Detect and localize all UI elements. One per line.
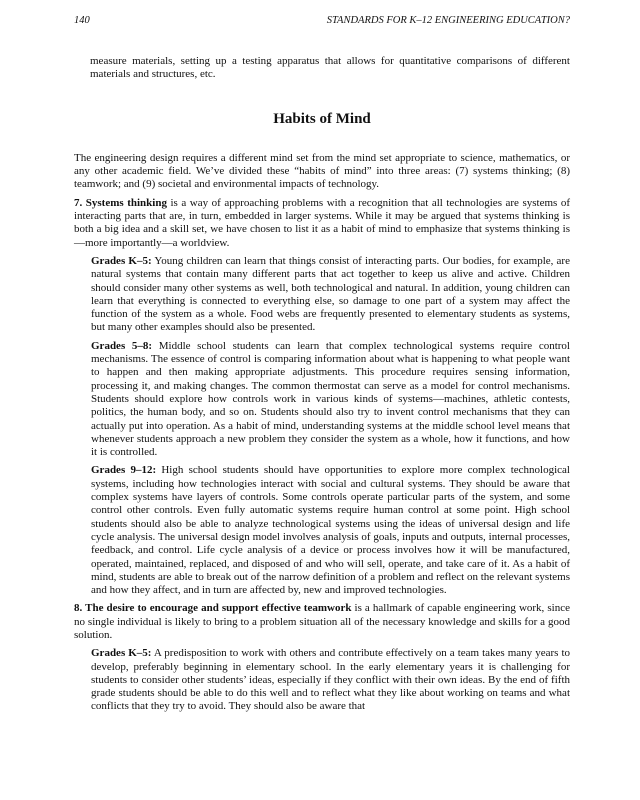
habit-7-paragraph: [74, 197, 570, 250]
previous-section-continuation: measure materials, setting up a testing apparatus that allows for quantitative comparisons of different materials and structures, etc.: [90, 55, 570, 81]
habit-7-text: is a way of approaching problems with a recognition that all technologies are systems of interacting parts that are, in turn, embedded in larger systems. While it may be argued that systems thinking is both a big idea and a skill set, we have chosen to list it as a habit of mind to emphasize that systems thinking is—more importantly—a worldview.: [74, 196, 570, 249]
habit-7-grades-5-8: [74, 340, 570, 460]
habit-7-lead: 7. Systems thinking: [74, 196, 167, 209]
section-intro: The engineering design requires a different mind set from the mind set appropriate to science, mathematics, or any other academic field. We’ve divided these “habits of mind” into three areas: (7) systems thinking; (8) teamwork; and (9) societal and environmental impacts of technology.: [74, 151, 570, 191]
grades-k5-text: Young children can learn that things consist of interacting parts. Our bodies, for example, are natural systems that contain many different parts that act together to keep us alive and active. Children should consider many other systems as well, both technological and natural. In addition, young children can learn that everything is connected to everything else, so damage to one part of a system may affect the function of the system as a whole. Food webs are frequently presented to elementary students as systems, but many other examples should also be presented.: [91, 254, 570, 334]
habit-7-grades-k5: [74, 255, 570, 335]
running-header: [74, 15, 570, 26]
grades-5-8-text: Middle school students can learn that complex technological systems require control mechanisms. The essence of control is comparing information about what is happening to what people want to happen and then making appropriate adjustments. This procedure requires sensing information, processing it, and making changes. The common thermostat can serve as a model for control mechanisms. Students should explore how controls work in various kinds of systems—machines, athletic contests, politics, the human body, and so on. Students should also try to invent control mechanisms that they can actually put into operation. As a habit of mind, understanding systems at the middle school level means that whenever students approach a new problem they consider the system as a whole, how it functions, and how it is controlled.: [91, 339, 570, 459]
habit-8-lead: 8. The desire to encourage and support effective teamwork: [74, 602, 352, 615]
habit-7-grades-9-12: [74, 464, 570, 597]
page-number: 140: [74, 15, 90, 26]
section-title: Habits of Mind: [273, 110, 371, 127]
grades-k5-lead: Grades K–5:: [91, 254, 152, 267]
page-body: [74, 55, 570, 719]
habit-8-paragraph: [74, 602, 570, 642]
running-title: STANDARDS FOR K–12 ENGINEERING EDUCATION?: [326, 15, 570, 26]
habit-8-k5-text: A predisposition to work with others and contribute effectively on a team takes many years to develop, preferably beginning in elementary school. In the early elementary years it is challenging for students to consider other students’ ideas, especially if they conflict with their own ideas. By the end of fifth grade students should be able to do this well and to reflect what they like about working on teams and what conflicts that they try to avoid. They should also be aware that: [91, 647, 571, 713]
habit-8-k5-lead: Grades K–5:: [91, 647, 152, 660]
habit-8-grades-k5: [74, 647, 570, 713]
grades-5-8-lead: Grades 5–8:: [91, 339, 153, 352]
grades-9-12-text: High school students should have opportunities to explore more complex technological systems, including how technologies interact with social and cultural systems. They should be aware that complex systems have layers of controls. Some controls operate particular parts of the system, and some control other controls. Even fully automatic systems require human control at some point. High school students should also be able to analyze technological systems using the ideas of universal design and life cycle analysis. The universal design model involves analysis of goals, inputs and outputs, internal processes, feedback, and control. Life cycle analysis of a device or process involves how it will be manufactured, operated, maintained, replaced, and disposed of and who will sell, operate, and take care of it. As a habit of mind, students are able to break out of the narrow definition of a problem and reflect on the relevant systems and how they affect, and in turn are affected by, new and improved technologies.: [91, 464, 570, 597]
grades-9-12-lead: Grades 9–12:: [91, 464, 157, 477]
habit-8-text: is a hallmark of capable engineering work, since no single individual is likely to bring to a problem situation all of the necessary knowledge and skills for a good solution.: [74, 602, 570, 641]
